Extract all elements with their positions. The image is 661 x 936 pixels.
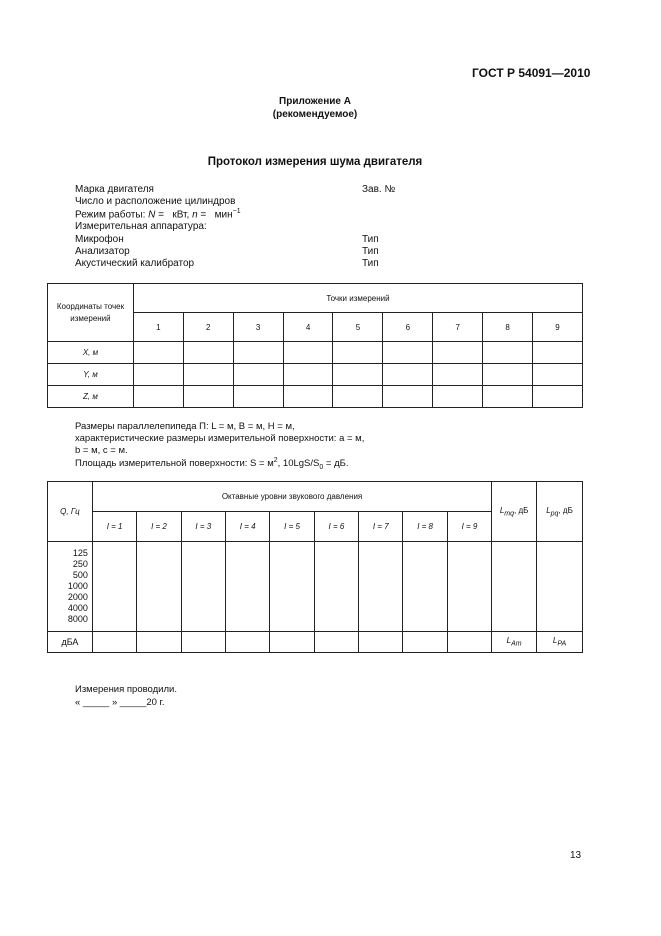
row-label-x: X, м xyxy=(48,342,134,364)
surface-area-c: = дБ. xyxy=(323,458,349,470)
cell[interactable] xyxy=(447,632,491,653)
cell[interactable] xyxy=(270,632,314,653)
cell[interactable] xyxy=(133,364,183,386)
frequency-list: 125 250 500 1000 2000 4000 8000 xyxy=(48,542,93,632)
mode-eq1: = xyxy=(155,209,164,221)
engine-brand-label: Марка двигателя xyxy=(75,184,154,195)
cell[interactable] xyxy=(333,342,383,364)
cell[interactable] xyxy=(226,542,270,632)
cell[interactable] xyxy=(92,542,136,632)
lm-column-header: $L_{mq}$, дБ xyxy=(492,482,537,542)
cell[interactable] xyxy=(283,364,333,386)
sound-pressure-table xyxy=(47,481,583,653)
analyzer-label: Анализатор xyxy=(75,246,130,257)
level-col-7: I = 7 xyxy=(359,512,403,542)
cell[interactable] xyxy=(483,342,533,364)
page-number: 13 xyxy=(570,850,582,861)
frequency-corner: Q, Гц xyxy=(48,482,93,542)
cell[interactable] xyxy=(137,632,181,653)
annex-title: Приложение А xyxy=(279,96,351,107)
cell[interactable] xyxy=(483,386,533,408)
level-col-4: I = 4 xyxy=(226,512,270,542)
cell[interactable] xyxy=(283,342,333,364)
mode-rpm-exp: −1 xyxy=(232,208,241,215)
surface-area-exp: 2 xyxy=(273,457,278,464)
cell[interactable] xyxy=(283,386,333,408)
cell[interactable] xyxy=(183,342,233,364)
point-col-8: 8 xyxy=(483,313,533,342)
parallelepiped-dimensions: Размеры параллелепипеда П: L = м, B = м, H = м, xyxy=(75,421,295,432)
characteristic-dimensions: характеристические размеры измерительной поверхности: a = м, xyxy=(75,433,365,444)
row-label-y: Y, м xyxy=(48,364,134,386)
cell[interactable] xyxy=(314,632,358,653)
analyzer-type-label: Тип xyxy=(362,246,379,257)
level-col-2: I = 2 xyxy=(137,512,181,542)
table-row xyxy=(48,386,583,408)
surface-area-a: Площадь измерительной поверхности: S = м xyxy=(75,458,274,470)
mode-rpm-symbol: n xyxy=(192,209,198,221)
point-col-5: 5 xyxy=(333,313,383,342)
cell[interactable] xyxy=(92,632,136,653)
cell[interactable] xyxy=(537,542,583,632)
cell[interactable] xyxy=(359,632,403,653)
equipment-label: Измерительная аппаратура: xyxy=(75,221,207,232)
date-line: « _____ » _____20 г. xyxy=(75,697,165,708)
mode-prefix: Режим работы: xyxy=(75,209,146,221)
point-col-1: 1 xyxy=(133,313,183,342)
surface-area-sub: 0 xyxy=(319,464,324,472)
point-col-7: 7 xyxy=(433,313,483,342)
points-group-header: Точки измерений xyxy=(133,284,582,313)
serial-no-label: Зав. № xyxy=(362,184,396,195)
cell[interactable] xyxy=(433,386,483,408)
cell[interactable] xyxy=(181,542,225,632)
cell[interactable] xyxy=(433,342,483,364)
cell[interactable] xyxy=(383,364,433,386)
surface-area xyxy=(75,457,349,471)
level-col-3: I = 3 xyxy=(181,512,225,542)
point-col-4: 4 xyxy=(283,313,333,342)
cell[interactable] xyxy=(483,364,533,386)
level-col-8: I = 8 xyxy=(403,512,447,542)
lam-cell: $L_{Am}$ xyxy=(492,632,537,653)
mode-n-symbol: N xyxy=(148,209,156,221)
table-row xyxy=(48,632,583,653)
cell[interactable] xyxy=(133,386,183,408)
standard-header: ГОСТ Р 54091—2010 xyxy=(472,66,591,80)
characteristic-dimensions-bc: b = м, c = м. xyxy=(75,445,128,456)
level-col-9: I = 9 xyxy=(447,512,491,542)
cell[interactable] xyxy=(383,386,433,408)
point-col-3: 3 xyxy=(233,313,283,342)
cell[interactable] xyxy=(533,342,583,364)
point-col-6: 6 xyxy=(383,313,433,342)
cell[interactable] xyxy=(233,342,283,364)
calibrator-label: Акустический калибратор xyxy=(75,258,195,269)
lp-column-header: $L_{pq}$, дБ xyxy=(537,482,583,542)
cell[interactable] xyxy=(447,542,491,632)
microphone-type-label: Тип xyxy=(362,234,379,245)
cell[interactable] xyxy=(333,364,383,386)
cell[interactable] xyxy=(137,542,181,632)
level-col-6: I = 6 xyxy=(314,512,358,542)
microphone-label: Микрофон xyxy=(75,234,124,245)
dba-label: дБА xyxy=(48,632,93,653)
cylinders-label: Число и расположение цилиндров xyxy=(75,196,236,207)
cell[interactable] xyxy=(270,542,314,632)
point-col-9: 9 xyxy=(533,313,583,342)
cell[interactable] xyxy=(403,542,447,632)
protocol-title: Протокол измерения шума двигателя xyxy=(207,156,423,168)
coordinates-corner: Координаты точек измерений xyxy=(48,284,134,342)
cell[interactable] xyxy=(183,364,233,386)
level-col-5: I = 5 xyxy=(270,512,314,542)
cell[interactable] xyxy=(226,632,270,653)
cell[interactable] xyxy=(433,364,483,386)
cell[interactable] xyxy=(403,632,447,653)
level-col-1: I = 1 xyxy=(92,512,136,542)
cell[interactable] xyxy=(333,386,383,408)
cell[interactable] xyxy=(359,542,403,632)
cell[interactable] xyxy=(314,542,358,632)
lpa-cell: $L_{PA}$ xyxy=(537,632,583,653)
table-row xyxy=(48,342,583,364)
measured-by-label: Измерения проводили. xyxy=(75,684,177,695)
cell[interactable] xyxy=(181,632,225,653)
surface-area-b: , 10LgS/S xyxy=(277,458,320,470)
mode-eq2: = xyxy=(197,209,207,221)
cell[interactable] xyxy=(183,386,233,408)
table-row xyxy=(48,542,583,632)
mode-rpm: мин xyxy=(214,209,233,221)
mode-line xyxy=(75,208,241,220)
cell[interactable] xyxy=(133,342,183,364)
cell[interactable] xyxy=(233,386,283,408)
cell[interactable] xyxy=(533,364,583,386)
cell[interactable] xyxy=(533,386,583,408)
cell[interactable] xyxy=(383,342,433,364)
table-row xyxy=(48,364,583,386)
coordinates-table xyxy=(47,283,583,408)
cell[interactable] xyxy=(233,364,283,386)
point-col-2: 2 xyxy=(183,313,233,342)
calibrator-type-label: Тип xyxy=(362,258,379,269)
mode-kw: кВт, xyxy=(172,209,190,221)
octave-group-header: Октавные уровни звукового давления xyxy=(92,482,491,512)
annex-subtitle: (рекомендуемое) xyxy=(272,109,358,120)
row-label-z: Z, м xyxy=(48,386,134,408)
cell[interactable] xyxy=(492,542,537,632)
